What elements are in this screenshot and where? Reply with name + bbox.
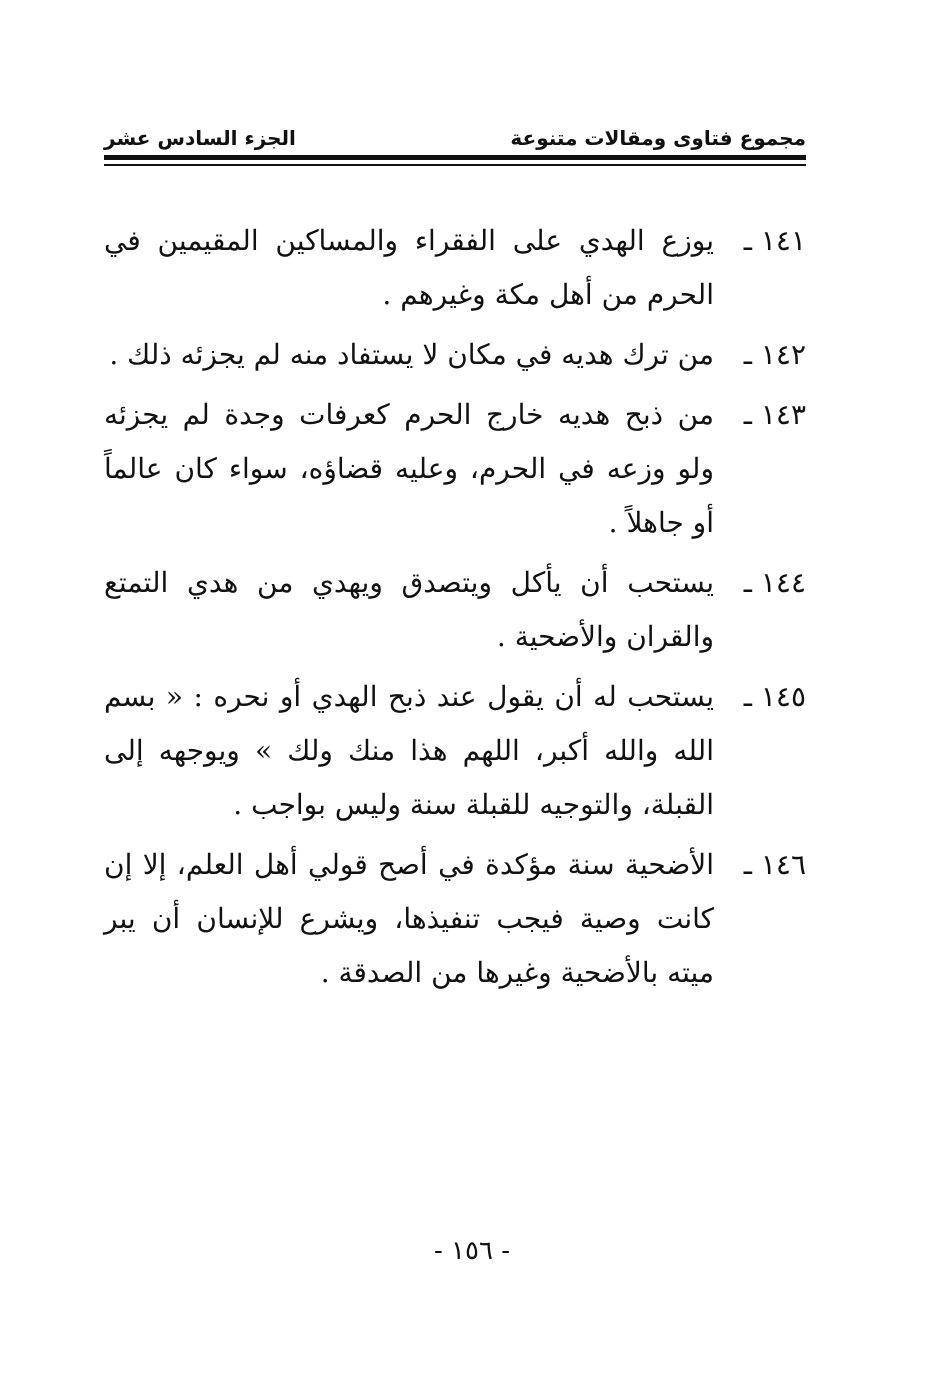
item-text: يوزع الهدي على الفقراء والمساكين المقيمين في الحرم من أهل مكة وغيرهم . [104, 224, 714, 311]
header-rule-thin [104, 164, 806, 166]
item-number: ١٤٢ ـ [743, 338, 806, 371]
book-title: مجموع فتاوى ومقالات متنوعة [510, 126, 806, 150]
fatwa-list [104, 214, 806, 1006]
item-text: من ذبح هديه خارج الحرم كعرفات وجدة لم يجزئه ولو وزعه في الحرم، وعليه قضاؤه، سواء كان عالماً أو جاهلاً . [104, 398, 714, 539]
list-item [104, 328, 806, 382]
item-number: ١٤٤ ـ [743, 566, 806, 599]
list-item [104, 670, 806, 832]
page-number: - ١٥٦ - [433, 1236, 511, 1266]
running-header [104, 112, 806, 150]
header-rule-thick [104, 155, 806, 160]
list-item [104, 214, 806, 322]
item-text: من ترك هديه في مكان لا يستفاد منه لم يجزئه ذلك . [109, 338, 714, 371]
item-text: يستحب أن يأكل ويتصدق ويهدي من هدي التمتع والقران والأضحية . [104, 566, 714, 653]
volume-label: الجزء السادس عشر [104, 126, 296, 150]
item-number: ١٤١ ـ [743, 224, 806, 257]
list-item [104, 556, 806, 664]
list-item [104, 388, 806, 550]
item-text: يستحب له أن يقول عند ذبح الهدي أو نحره : « بسم الله والله أكبر، اللهم هذا منك ولك » ويوجهه إلى القبلة، والتوجيه للقبلة سنة وليس بواجب . [104, 680, 714, 821]
item-text: الأضحية سنة مؤكدة في أصح قولي أهل العلم، إلا إن كانت وصية فيجب تنفيذها، ويشرع للإنسان أن يبر ميته بالأضحية وغيرها من الصدقة . [104, 848, 714, 989]
item-number: ١٤٥ ـ [743, 680, 806, 713]
item-number: ١٤٦ ـ [743, 848, 806, 881]
list-item [104, 838, 806, 1000]
item-number: ١٤٣ ـ [743, 398, 806, 431]
